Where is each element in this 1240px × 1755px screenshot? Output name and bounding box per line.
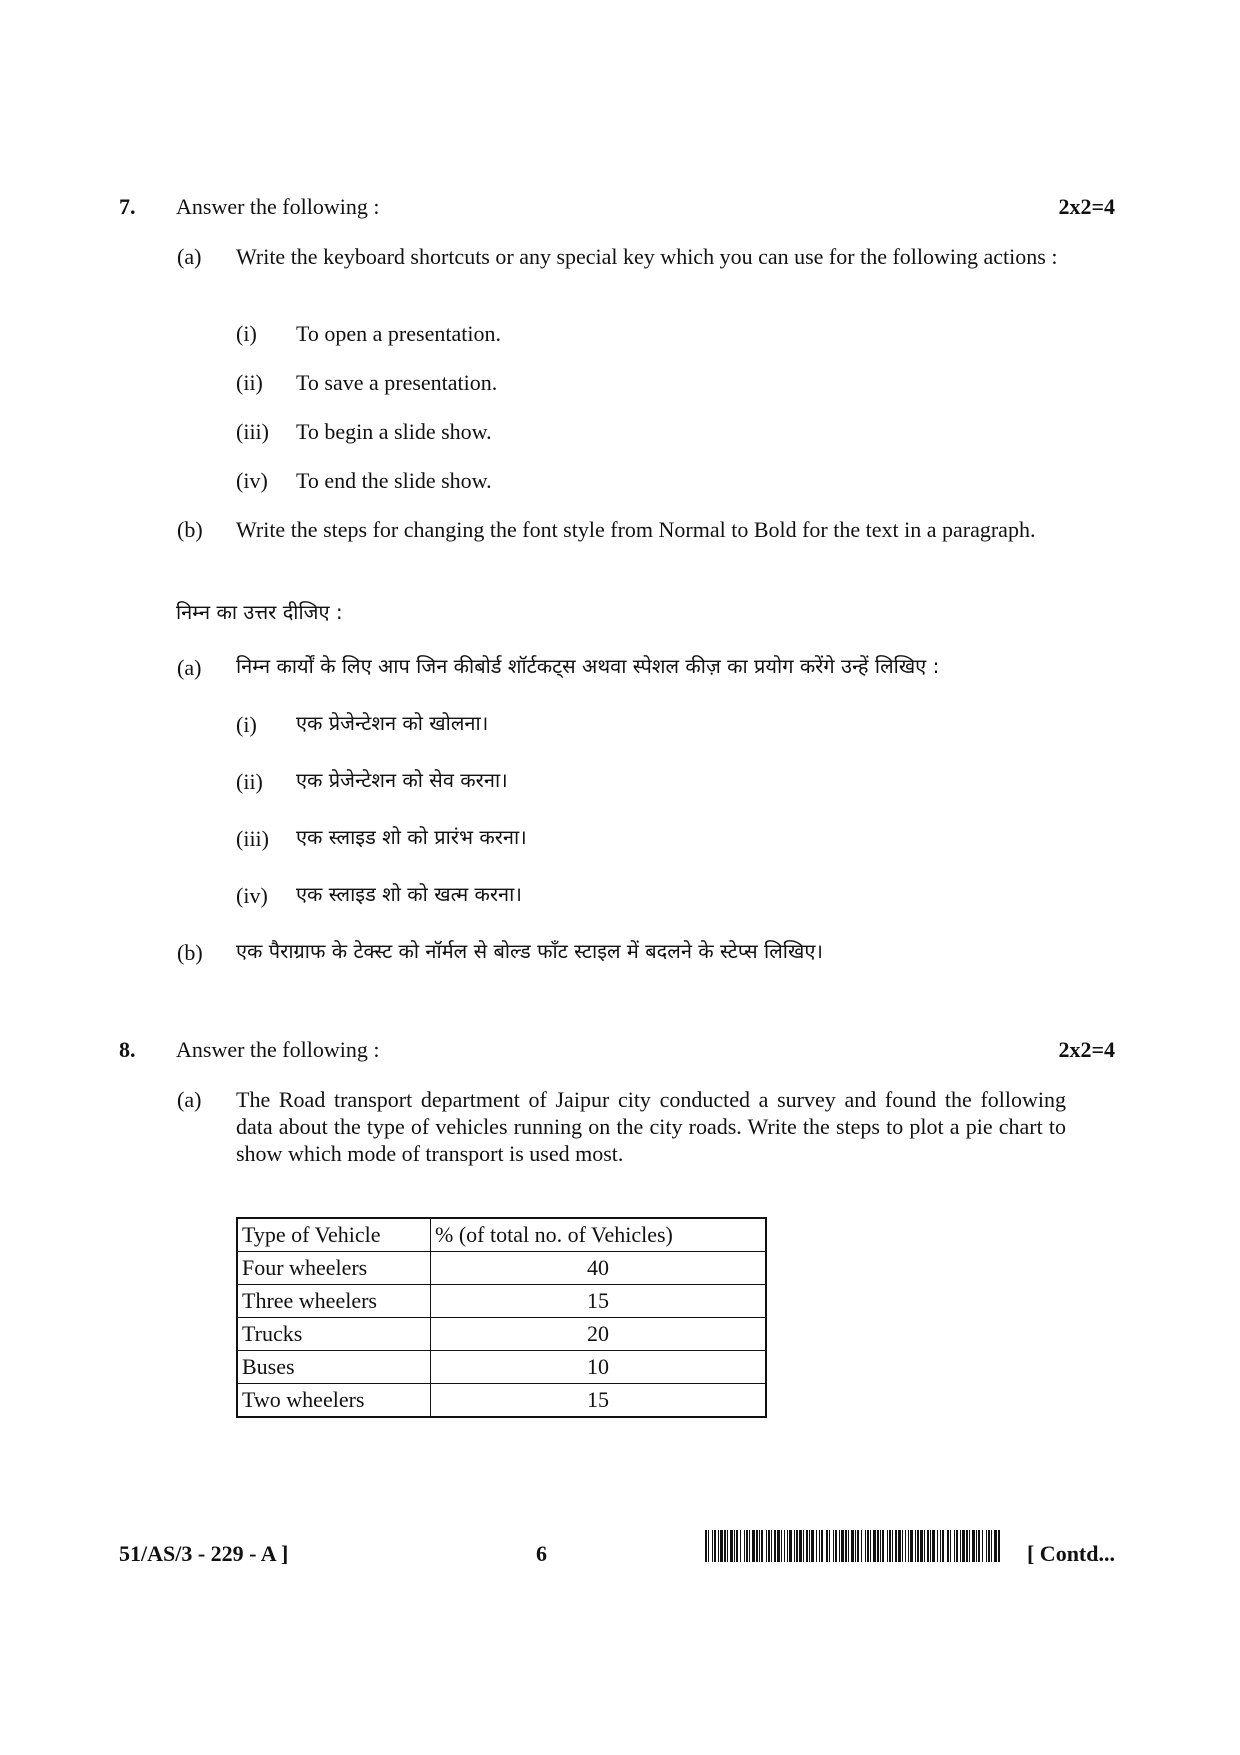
question-7-number: 7. <box>119 194 136 219</box>
item-text: To save a presentation. <box>296 370 498 395</box>
table-row <box>237 1351 766 1384</box>
item-text: To begin a slide show. <box>296 419 492 444</box>
table-row <box>237 1384 766 1418</box>
question-8a-text: The Road transport department of Jaipur city conducted a survey and found the following data about the type of vehicles running on the city roads. Write the steps to plot a pie chart to show which mode of transport is used most. <box>236 1087 1066 1166</box>
item-roman: (iii) <box>236 826 269 851</box>
table-cell: 20 <box>431 1318 767 1351</box>
question-7b-text: Write the steps for changing the font style from Normal to Bold for the text in a paragraph. <box>236 517 1036 542</box>
hindi-title: निम्न का उत्तर दीजिए : <box>176 600 343 624</box>
question-8-title: Answer the following : <box>176 1037 380 1062</box>
table-cell: Four wheelers <box>237 1252 431 1285</box>
question-7-marks: 2x2=4 <box>1058 194 1115 219</box>
table-header-cell: % (of total no. of Vehicles) <box>431 1218 767 1252</box>
item-roman: (ii) <box>236 769 263 794</box>
item-text: To open a presentation. <box>296 321 501 346</box>
table-cell: Trucks <box>237 1318 431 1351</box>
question-8a-label: (a) <box>177 1087 202 1112</box>
item-roman: (i) <box>236 712 257 737</box>
table-cell: 15 <box>431 1285 767 1318</box>
item-text: To end the slide show. <box>296 468 492 493</box>
question-8-number: 8. <box>119 1037 136 1062</box>
table-row <box>237 1318 766 1351</box>
barcode-image <box>705 1530 1000 1562</box>
hindi-b-text: एक पैराग्राफ के टेक्स्ट को नॉर्मल से बोल्ड फॉंट स्टाइल में बदलने के स्टेप्स लिखिए। <box>236 939 823 963</box>
paper-code: 51/AS/3 - 229 - A ] <box>119 1541 289 1566</box>
table-header-cell: Type of Vehicle <box>237 1218 431 1252</box>
item-text: एक प्रेजेन्टेशन को खोलना। <box>296 711 489 735</box>
hindi-a-label: (a) <box>177 655 202 680</box>
table-cell: 10 <box>431 1351 767 1384</box>
page-number: 6 <box>536 1541 547 1566</box>
contd-label: [ Contd... <box>1026 1541 1115 1566</box>
table-cell: 15 <box>431 1384 767 1418</box>
item-roman: (iv) <box>236 883 268 908</box>
item-roman: (iv) <box>236 468 268 493</box>
table-row <box>237 1252 766 1285</box>
item-roman: (ii) <box>236 370 263 395</box>
table-cell: Three wheelers <box>237 1285 431 1318</box>
question-7a-label: (a) <box>177 244 202 269</box>
table-cell: 40 <box>431 1252 767 1285</box>
item-text: एक प्रेजेन्टेशन को सेव करना। <box>296 768 508 792</box>
item-text: एक स्लाइड शो को खत्म करना। <box>296 882 522 906</box>
item-roman: (i) <box>236 321 257 346</box>
item-text: एक स्लाइड शो को प्रारंभ करना। <box>296 825 527 849</box>
hindi-b-label: (b) <box>177 940 203 965</box>
table-row <box>237 1285 766 1318</box>
vehicle-table <box>236 1217 767 1418</box>
question-7b-label: (b) <box>177 517 203 542</box>
question-7a-text: Write the keyboard shortcuts or any special key which you can use for the following actions : <box>236 244 1058 269</box>
item-roman: (iii) <box>236 419 269 444</box>
table-cell: Two wheelers <box>237 1384 431 1418</box>
table-header-row <box>237 1218 766 1252</box>
hindi-a-text: निम्न कार्यों के लिए आप जिन कीबोर्ड शॉर्टकट्स अथवा स्पेशल कीज़ का प्रयोग करेंगे उन्हें लिखिए : <box>236 654 940 678</box>
table-cell: Buses <box>237 1351 431 1384</box>
question-7-title: Answer the following : <box>176 194 380 219</box>
question-8-marks: 2x2=4 <box>1058 1037 1115 1062</box>
